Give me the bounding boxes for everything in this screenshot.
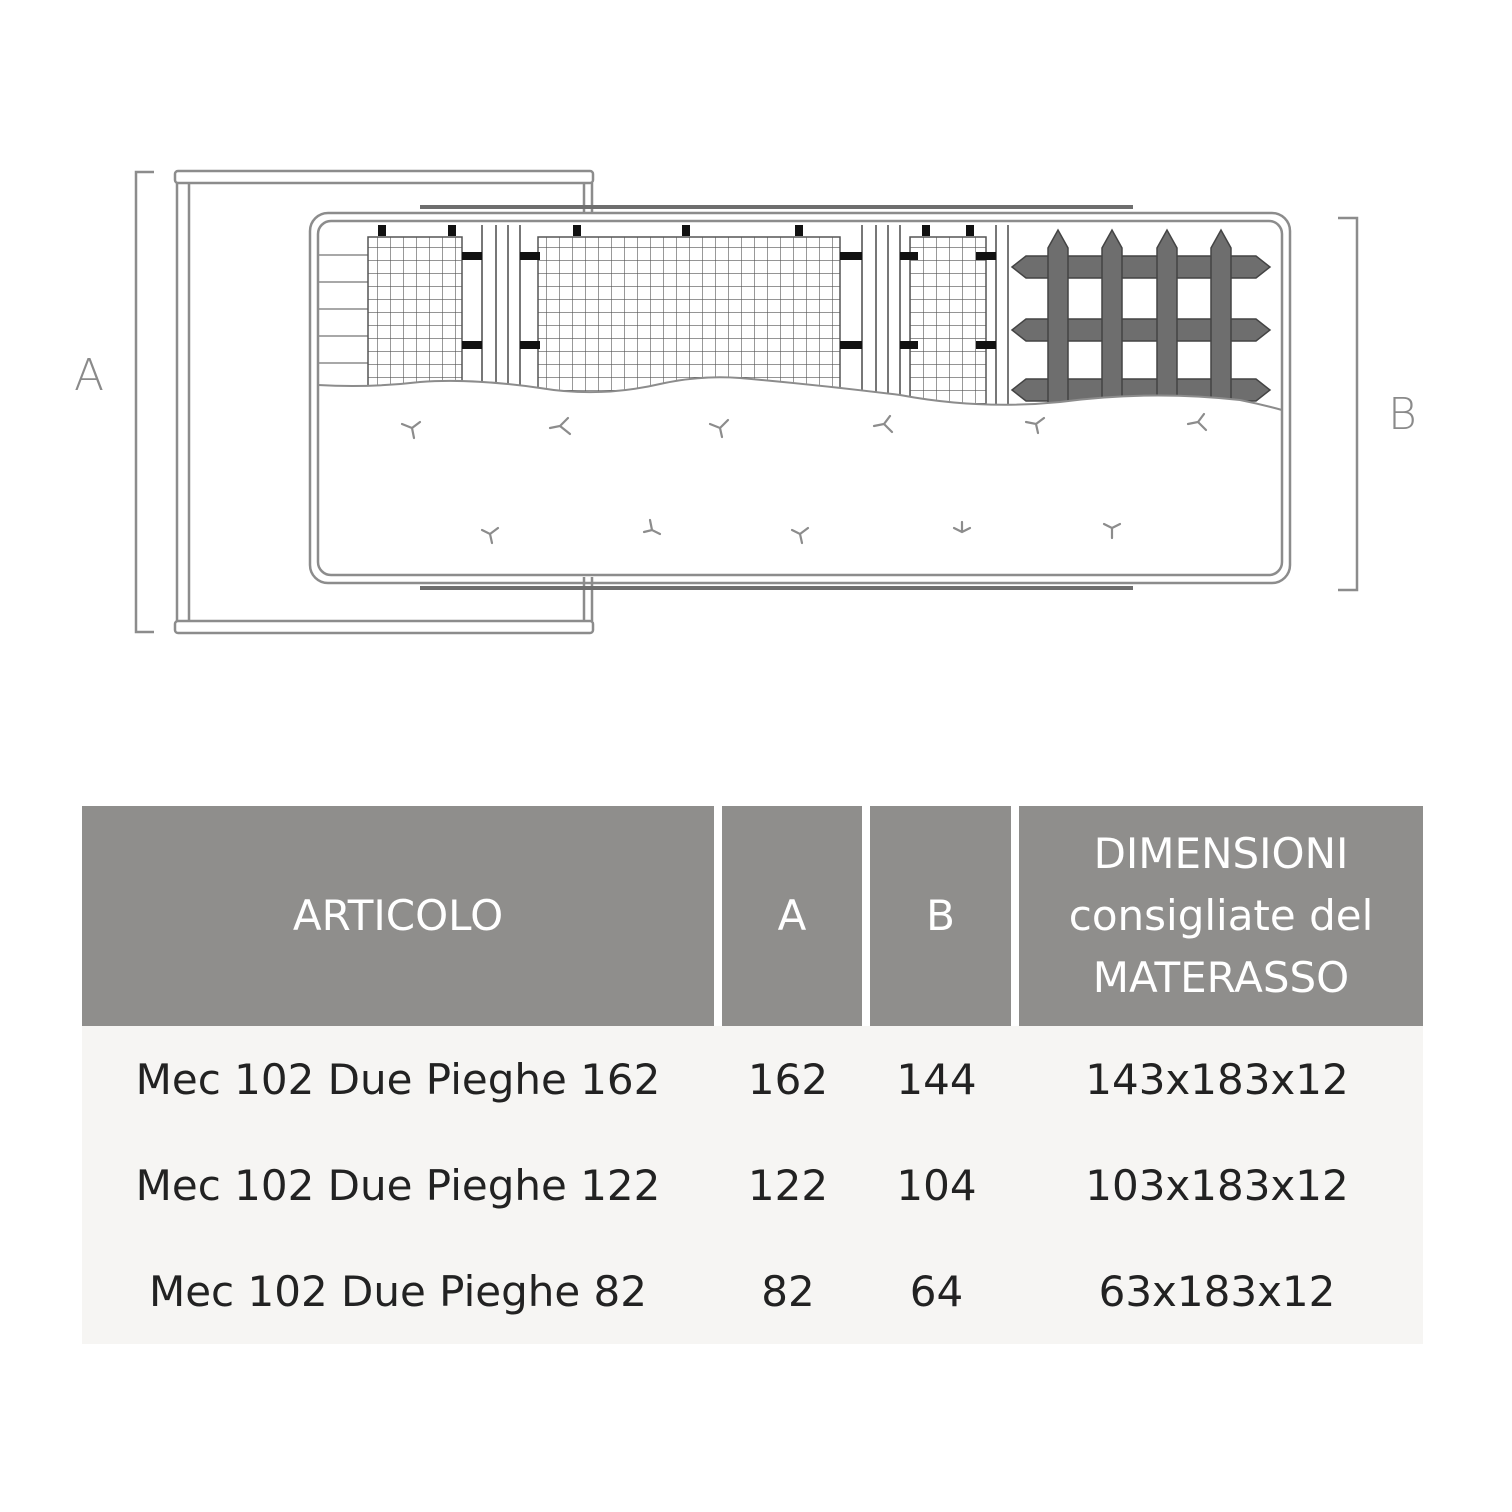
cell-a: 122 — [714, 1132, 862, 1238]
header-dimensioni-line: MATERASSO — [1092, 953, 1350, 1002]
cell-a: 82 — [714, 1238, 862, 1344]
cell-articolo: Mec 102 Due Pieghe 122 — [82, 1132, 714, 1238]
header-dimensioni — [1011, 806, 1423, 1026]
cell-a: 162 — [714, 1026, 862, 1132]
header-articolo: ARTICOLO — [82, 806, 714, 1026]
cell-b: 64 — [862, 1238, 1011, 1344]
header-b: B — [862, 806, 1011, 1026]
header-dimensioni-line: consigliate del — [1068, 891, 1374, 940]
table-row — [82, 1238, 1423, 1344]
cell-articolo: Mec 102 Due Pieghe 162 — [82, 1026, 714, 1132]
table-row — [82, 1026, 1423, 1132]
table-row — [82, 1132, 1423, 1238]
slat-fence — [1012, 230, 1270, 410]
dimension-a-label: A — [74, 350, 105, 401]
cell-articolo: Mec 102 Due Pieghe 82 — [82, 1238, 714, 1344]
spec-table — [82, 806, 1423, 1344]
dimension-b-label: B — [1388, 389, 1417, 440]
cell-b: 104 — [862, 1132, 1011, 1238]
bed-mattress-diagram — [0, 0, 1512, 700]
tufting-marks — [402, 414, 1206, 543]
header-dimensioni-line: DIMENSIONI — [1093, 829, 1349, 878]
table-header — [82, 806, 1423, 1026]
cell-b: 144 — [862, 1026, 1011, 1132]
dimension-a-bracket — [136, 172, 154, 632]
dimension-b-bracket — [1338, 218, 1357, 590]
cell-dimensioni: 63x183x12 — [1011, 1238, 1423, 1344]
cell-dimensioni: 103x183x12 — [1011, 1132, 1423, 1238]
cell-dimensioni: 143x183x12 — [1011, 1026, 1423, 1132]
header-a: A — [714, 806, 862, 1026]
